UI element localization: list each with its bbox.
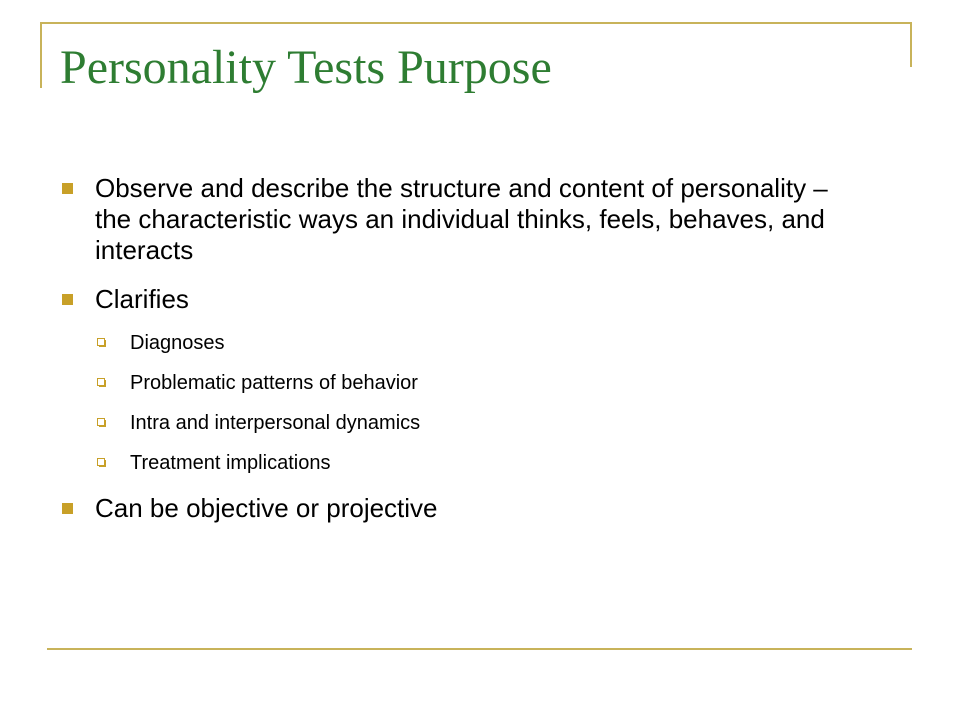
slide-title: Personality Tests Purpose (60, 41, 552, 94)
bullet-text: Clarifies (95, 284, 189, 314)
bottom-frame-line (47, 648, 912, 650)
bullet-text: Observe and describe the structure and content of personality – the characteristic ways an individual thinks, feels, behaves, and interacts (95, 173, 828, 265)
shadowed-square-bullet-icon-glyph (97, 458, 107, 468)
shadowed-square-bullet-icon (97, 338, 107, 348)
sub-bullet-text: Problematic patterns of behavior (130, 372, 418, 394)
shadowed-square-bullet-icon-glyph (97, 418, 107, 428)
sub-bullet-problematic-patterns (95, 371, 860, 395)
filled-square-bullet-icon (62, 183, 73, 194)
shadowed-square-bullet-icon (97, 418, 107, 428)
bullet-observe-describe (60, 173, 860, 266)
shadowed-square-bullet-icon-glyph (97, 338, 107, 348)
bullet-clarifies (60, 284, 860, 315)
sub-bullet-text: Treatment implications (130, 452, 331, 474)
slide-body (60, 173, 860, 524)
sub-bullet-text: Diagnoses (130, 332, 225, 354)
left-frame-line (40, 22, 42, 88)
sub-bullet-text: Intra and interpersonal dynamics (130, 412, 421, 434)
top-frame-line (40, 22, 912, 24)
sub-bullet-diagnoses (95, 331, 860, 355)
right-frame-line (910, 22, 912, 67)
filled-square-bullet-icon (62, 294, 73, 305)
shadowed-square-bullet-icon (97, 458, 107, 468)
shadowed-square-bullet-icon-glyph (97, 378, 107, 388)
filled-square-bullet-icon (62, 503, 73, 514)
sub-bullet-intra-interpersonal (95, 411, 860, 435)
sub-bullet-treatment-implications (95, 451, 860, 475)
shadowed-square-bullet-icon (97, 378, 107, 388)
bullet-text: Can be objective or projective (95, 493, 438, 523)
bullet-objective-projective (60, 493, 860, 524)
